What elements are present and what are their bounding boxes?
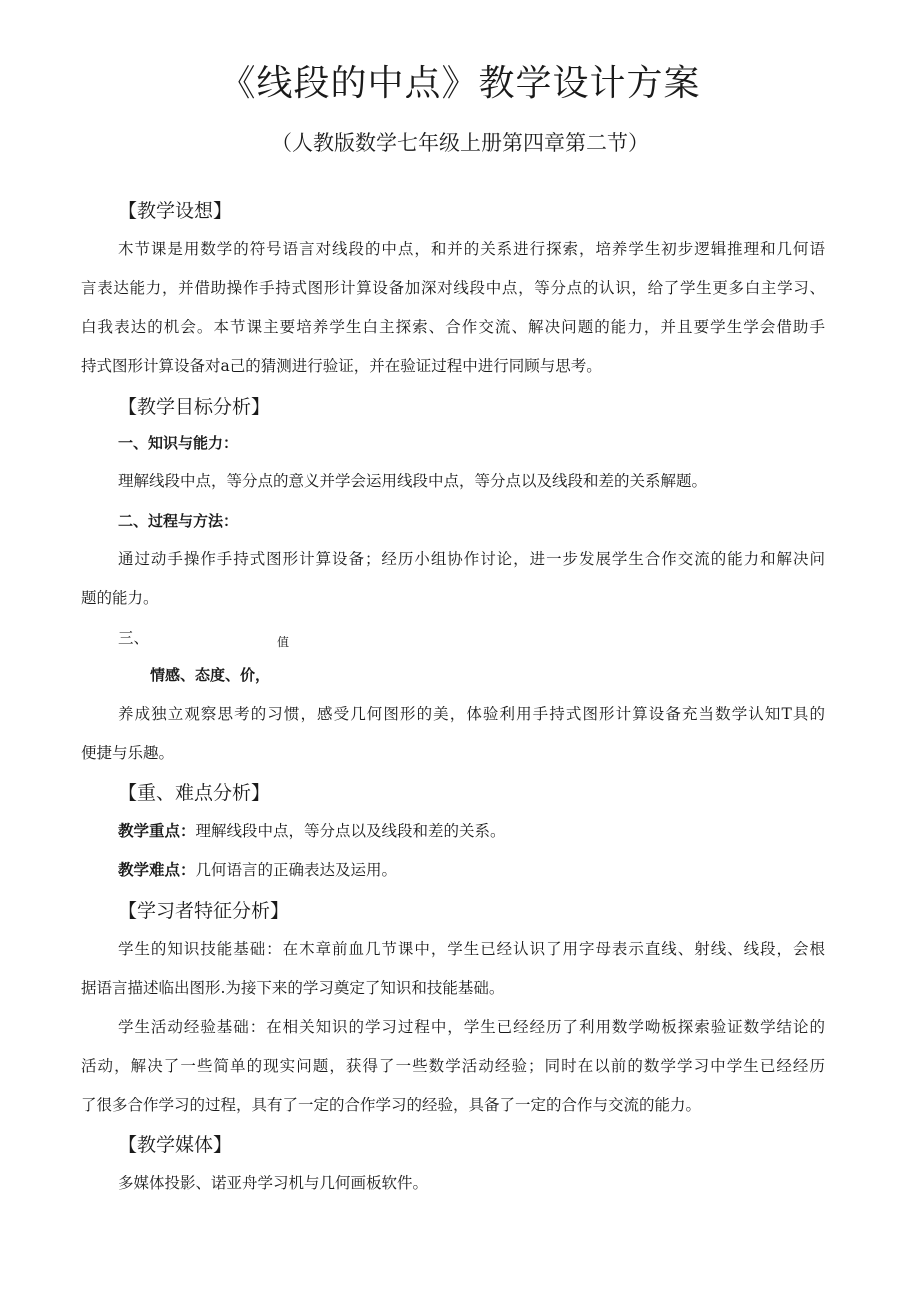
document-title: 《线段的中点》教学设计方案: [219, 63, 701, 104]
process-method-line: 题的能力。: [81, 589, 159, 607]
learner-experience-line: 了很多合作学习的过程，具有了一定的合作学习的经验，具备了一定的合作与交流的能力。: [81, 1096, 702, 1114]
learner-knowledge-line: 学生的知识技能基础：在木章前血几节课中，学生已经认识了用字母表示直线、射线、线段，会根: [118, 940, 825, 958]
heading-teaching-media: 【教学媒体】: [118, 1134, 233, 1156]
emotion-number: 三、: [118, 629, 150, 647]
emotion-line: 便捷与乐趣。: [81, 744, 175, 762]
process-method-line: 通过动手操作手持式图形计算设备；经历小组协作讨论，进一步发展学生合作交流的能力和解决问: [118, 550, 825, 568]
heading-key-difficult-points: 【重、难点分析】: [118, 782, 271, 804]
teaching-media-text: 多媒体投影、诺亚舟学习机与几何画板软件。: [118, 1174, 429, 1192]
heading-teaching-goals: 【教学目标分析】: [118, 396, 271, 418]
teaching-difficulty: [118, 859, 397, 881]
teaching-difficulty-text: 几何语言的正确表达及运用。: [195, 861, 398, 879]
design-line: 白我表达的机会。本节课主要培养学生白主探索、合作交流、解决问题的能力，并且要学生学会借助手: [81, 318, 825, 336]
design-line: 木节课是用数学的符号语言对线段的中点，和并的关系进行探索，培养学生初步逻辑推理和几何语: [118, 240, 825, 258]
teaching-focus: [118, 820, 506, 842]
heading-learner-analysis: 【学习者特征分析】: [118, 900, 290, 922]
document-subtitle: （人教版数学七年级上册第四章第二节）: [271, 131, 649, 155]
knowledge-ability-label: 一、知识与能力：: [118, 434, 239, 452]
design-line: 持式图形计算设备对a己的猜测进行验证，并在验证过程中进行同顾与思考。: [81, 357, 602, 375]
teaching-difficulty-label: 教学难点：: [118, 861, 196, 879]
learner-experience-line: 学生活动经验基础：在相关知识的学习过程中，学生已经经历了利用数学呦板探索验证数学结论的: [118, 1018, 825, 1036]
teaching-focus-label: 教学重点：: [118, 822, 196, 840]
emotion-line: 养成独立观察思考的习惯，感受几何图形的美，体验利用手持式图形计算设备充当数学认知T具的: [118, 705, 825, 723]
heading-teaching-design: 【教学设想】: [118, 200, 233, 222]
process-method-label: 二、过程与方法：: [118, 512, 239, 530]
emotion-stray-mark: 值: [277, 635, 290, 649]
learner-knowledge-line: 据语言描述临出图形.为接下来的学习奠定了知识和技能基础。: [81, 979, 505, 997]
emotion-attitude-label: 情感、态度、价，: [150, 666, 271, 684]
design-line: 言表达能力，并借助操作手持式图形计算设备加深对线段中点，等分点的认识，给了学生更多白主学习、: [81, 279, 825, 297]
learner-experience-line: 活动，解决了一些简单的现实问题，获得了一些数学活动经验；同时在以前的数学学习中学生已经经历: [81, 1057, 825, 1075]
teaching-focus-text: 理解线段中点，等分点以及线段和差的关系。: [195, 822, 506, 840]
knowledge-ability-text: 理解线段中点，等分点的意义并学会运用线段中点，等分点以及线段和差的关系解题。: [118, 472, 708, 490]
